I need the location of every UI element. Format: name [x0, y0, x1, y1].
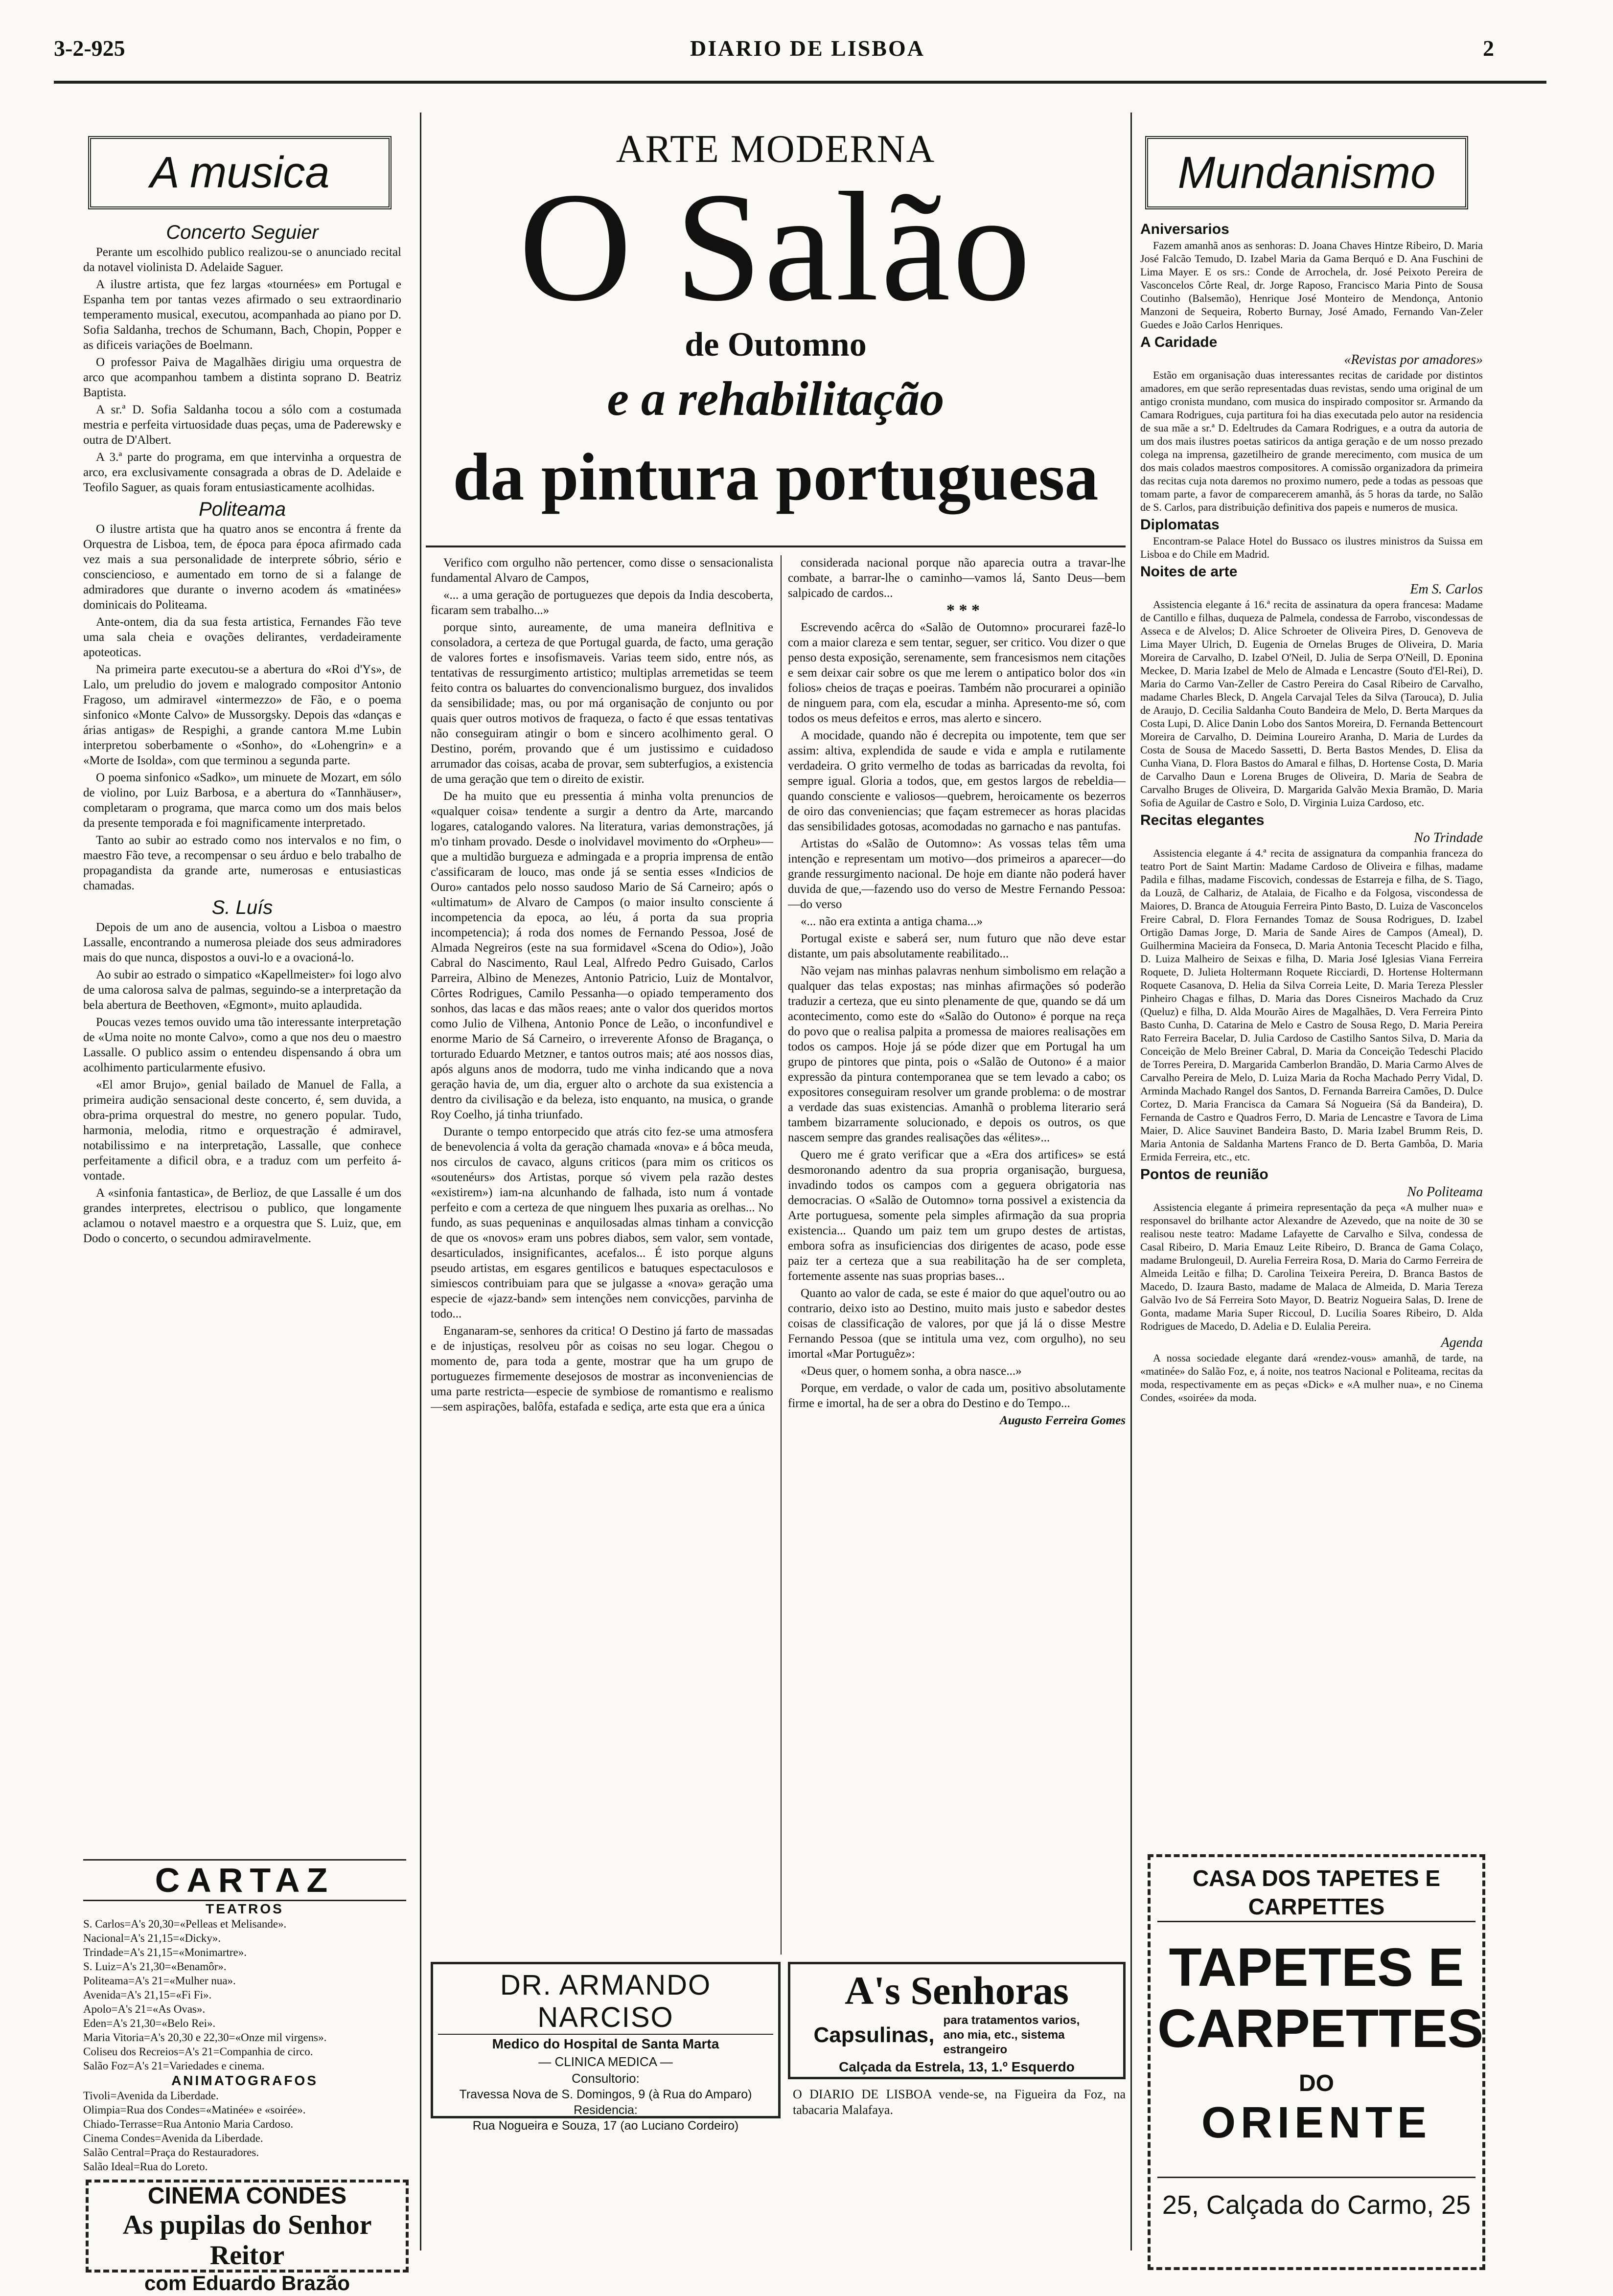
sluis-heading: S. Luís [211, 897, 273, 918]
mundanismo-subtitle: Em S. Carlos [1410, 582, 1483, 597]
paragraph: Augusto Ferreira Gomes [1000, 1414, 1126, 1427]
ad-cinema-line3: com Eduardo Brazão [144, 2272, 350, 2295]
paragraph: O professor Paiva de Magalhães dirigiu uma orquestra de arco que acompanhou tambem a distinta soprano D. Beatriz Baptista. [83, 356, 401, 399]
ad-cinema-condes [86, 2180, 409, 2295]
listing-line: Maria Vitoria=A's 20,30 e 22,30=«Onze mil virgens». [83, 2031, 327, 2044]
mundanismo-text: Estão em organisação duas interessantes recitas de caridade por distintos amadores, em que serão representadas duas revistas, sendo uma original de um antigo cronista mundano, com musica do inspirado compositor sr. Armando da Camara Rodrigues, cuja partitura foi ha dias executada pelo autor na residencia de sua mãe a sr.ª D. Edeltrudes da Camara Rodrigues, e a outra da autoria de um dos mais ilustres poetas satiricos da antiga geração e de um nosso prezado colega na imprensa, gazetilheiro de grande merecimento, com musica de um dos mais colados maestros compositores. A comissão organizadora da primeira das recitas cuja nota daremos no proximo numero, pede a todas as pessoas que tomam parte, a favor de comparecerem amanhã, ás 5 horas da tarde, no Salão de S. Carlos, para distribuição definitiva dos papeis e numeros de musica. [1140, 369, 1483, 513]
paragraph: A sr.ª D. Sofia Saldanha tocou a sólo com a costumada mestria e perfeita virtuosidade duas peças, uma de Paderewsky e outra de D'Albert. [83, 403, 401, 447]
paragraph: Depois de um ano de ausencia, voltou a Lisboa o maestro Lassalle, encontrando a numerosa pleiade dos seus admiradores mais do que nunca, dispostos a ouvi-lo e a ovacioná-lo. [83, 921, 401, 964]
article-column-2 [788, 555, 1126, 1955]
ad-rug-line3: DO [1299, 2070, 1334, 2096]
paragraph: * * * [946, 601, 980, 619]
ad-rug-line5: 25, Calçada do Carmo, 25 [1157, 2177, 1475, 2222]
paragraph: Não vejam nas minhas palavras nenhum simbolismo em relação a qualquer das telas expostas; nas minhas afirmações só poderão traduzir a certeza, que eu sinto plenamente de que, quando se dá um acontecimento, como este do «Salão do Outono» é porque na reça do povo que o realisa palpita a promessa de maiores realisações em todos os campos. Hoje já se póde dizer que em Portugal ha um grupo de pintores que pinta, pois o «Salão de Outono» é a maior expressão da pintura contemporanea que se tem levado a cabo; os expositores conseguiram resolver um grande problema: o de mostrar a verdade das suas existencias. Amanhã o problema literario será tambem bizarramente solucionado, e depois os outros, os que nascem sempre das grandes realisações das «élites»... [788, 964, 1126, 1144]
sluis-body [83, 920, 401, 1246]
paragraph: A 3.ª parte do programa, em que intervinha a orquestra de arco, era exclusivamente consagrada a obras de D. Adelaide e Teofilo Saguer, as quais foram entusiasticamente acolhidas. [83, 451, 401, 494]
ad-doctor-line2: — CLINICA MEDICA — [538, 2054, 673, 2069]
section-title-mundanismo: Mundanismo [1145, 136, 1468, 209]
politeama-body [83, 522, 401, 893]
page-number: 2 [1483, 36, 1494, 61]
mundanismo-text: Assistencia elegante á primeira representação da peça «A mulher nua» e responsavel do brilhante actor Alexandre de Azevedo, que na noite de 30 se realisou neste teatro: Madame Lafayette de Carvalho e Silva, condessa de Casal Ribeiro, D. Maria Emauz Leite Ribeiro, D. Branca de Gama Colaço, madame Brulongeuil, D. Aurelia Ferreira Rosa, D. Maria do Carmo Ferreira de Almeida Leitão e filha; D. Carolina Teixeira Pereira, D. Branca Bastos de Macedo, D. Izaura Basto, madame de Malaca de Almeida, D. Maria Tereza Galvão Ivo de Sá Ferreira Soto Mayor, D. Beatriz Nogueira Salas, D. Irene de Gonta, madame Maria Super Riccoul, D. Lucilia Soares Ribeiro, D. Alda Rodrigues de Macedo, D. Adelia e D. Eulalia Pereira. [1140, 1201, 1483, 1332]
listing-line: Avenida=A's 21,15=«Fi Fi». [83, 1989, 212, 2001]
listing-line: Coliseu dos Recreios=A's 21=Companhia de circo. [83, 2046, 313, 2058]
mundanismo-text: A nossa sociedade elegante dará «rendez-vous» amanhã, de tarde, na «matinée» do Salão Foz, e, á noite, nos teatros Nacional e Politeama, recitas da moda, respectivamente em as peças «Dick» e «A mulher nua», e no Cinema Condes, «soirée» da moda. [1140, 1352, 1483, 1404]
mundanismo-subtitle: «Revistas por amadores» [1344, 352, 1483, 367]
paragraph: A «sinfonia fantastica», de Berlioz, de que Lassalle é um dos grandes interpretes, electrisou o publico, que longamente aclamou o notavel maestro e a orquestra que S. Luiz, que, em Dodo o concerto, o secundou admiravelmente. [83, 1186, 401, 1245]
mundanismo-column [1140, 220, 1483, 1835]
listing-line: Cinema Condes=Avenida da Liberdade. [83, 2132, 263, 2144]
ad-rug-line2: TAPETES E CARPETTES [1157, 1937, 1484, 2059]
listing-line: Apolo=A's 21=«As Ovas». [83, 2003, 206, 2015]
cartaz-section [83, 1859, 406, 2172]
ad-doctor [431, 1962, 781, 2133]
headline: O Salão [518, 160, 1033, 334]
ad-doctor-name: DR. ARMANDO NARCISO [438, 1969, 773, 2035]
paragraph: O ilustre artista que ha quatro anos se encontra á frente da Orquestra de Lisboa, tem, de época para época afirmado cada vez mais a sua personalidade de interprete sóbrio, sério e consciencioso, e aumentado em torno de si a falange de admiradores que durante o inverno acodem ás «matinées» dominicais do Politeama. [83, 523, 401, 612]
subhead: de Outomno [685, 326, 867, 364]
deck: e a rehabilitação [607, 371, 945, 426]
paragraph: considerada nacional porque não aparecia outra a travar-lhe combate, a barrar-lhe o caminho—vamos lá, Santo Deus—bem salpicado de cardos... [788, 556, 1126, 600]
header-rule [54, 81, 1546, 84]
mundanismo-heading: Aniversarios [1140, 221, 1229, 237]
teatros-list [83, 1917, 406, 2073]
animatografos-list [83, 2089, 406, 2172]
paragraph: Verifico com orgulho não pertencer, como disse o sensacionalista fundamental Alvaro de Campos, [431, 556, 773, 585]
paragraph: Ante-ontem, dia da sua festa artistica, Fernandes Fão teve uma sala cheia e ovações delirantes, verdadeiramente apoteoticas. [83, 615, 401, 659]
paragraph: porque sinto, aureamente, de uma maneira deflnitiva e consoladora, a certeza de que Portugal guarda, de facto, uma geração de valores fortes e insofismaveis. Varias teem sido, entre nós, as tentativas de ressurgimento artistico; multiplas arremetidas se teem feito contra os baluartes do convencionalismo burguez, dos invalidos da sensibilidade; mas, ou por má organisação de conjunto ou por quais quer outros motivos de fraqueza, o facto é que essas tentativas não conseguiram atingir o bom e sincero acolhimento geral. O Destino, porém, provando que é um justissimo e cuidadoso arrumador das coisas, acaba de provar, sem subterfugios, a existencia de uma geração que tem o direito de existir. [431, 621, 773, 786]
ad-rugs [1148, 1854, 1485, 2270]
headline2: da pintura portuguesa [453, 439, 1099, 514]
paragraph: Porque, em verdade, o valor de cada um, positivo absolutamente firme e imortal, ha de ser a obra do Destino e do Tempo... [788, 1382, 1126, 1410]
ad-cinema-line2: As pupilas do Senhor Reitor [122, 2210, 372, 2271]
page-date: 3-2-925 [54, 36, 125, 61]
headline-rule [426, 546, 1126, 547]
paragraph: Escrevendo acêrca do «Salão de Outomno» procurarei fazê-lo com a maior clareza e sem tentar, seguer, ser critico. Vou dizer o que penso desta exposição, serenamente, sem francesismos nem citações e sem deixar cair sobre os que me lerem o antipatico bolor dos «in folios» cheios de traças e poeiras. Também não procurarei a opinião de ninguem para, com ela, escudar a minha. Apresento-me só, com todos os meus defeitos e erros, mas alerto e sincero. [788, 621, 1126, 725]
footer-note: O DIARIO DE LISBOA vende-se, na Figueira da Foz, na tabacaria Malafaya. [793, 2087, 1126, 2117]
listing-line: Politeama=A's 21=«Mulher nua». [83, 1975, 236, 1987]
listing-line: Olimpia=Rua dos Condes=«Matinée» e «soirée». [83, 2104, 306, 2116]
listing-line: Trindade=A's 21,15=«Monimartre». [83, 1946, 247, 1958]
ad-doctor-line3: Consultorio: [572, 2071, 640, 2086]
paragraph: Artistas do «Salão de Outomno»: As vossas telas têm uma intenção e representam um motivo—dos primeiros a aparecer—do grande ressurgimento nacional. De hoje em diante não poderá haver duvida de que,—fazendo uso do verso de Mestre Fernando Pessoa:—do verso [788, 837, 1126, 911]
ad-doctor-line1: Medico do Hospital de Santa Marta [492, 2036, 719, 2051]
article-column-1 [431, 555, 773, 1955]
listing-line: Salão Foz=A's 21=Variedades e cinema. [83, 2060, 265, 2072]
paragraph: Portugal existe e saberá ser, num futuro que não deve estar distante, um pais absolutamente reabilitado... [788, 932, 1126, 960]
paragraph: O poema sinfonico «Sadko», um minuete de Mozart, em sólo de violino, por Luiz Barbosa, e a abertura do «Tannhäuser», completaram o programa, que marca como um dos mais belos da presente temporada e foi magnificamente interpretado. [83, 771, 401, 830]
paragraph: De ha muito que eu pressentia á minha volta prenuncios de «qualquer coisa» tendente a surgir a dentro da Arte, marcando logares, catalogando valores. Na literatura, varias demonstrações, já m'o tinham provado. Desde o inolvidavel movimento do «Orpheu»—que a multidão burgueza e admingada e a propria imprensa de então c'assificaram de louco, mas onde já se sentia esses «Indicios de Ouro» cantados pelo nosso saudoso Mario de Sá Carneiro; após o «ultimatum» de Alvaro de Campos (o maior insulto consciente á incompetencia da epoca, ao léu, á porta da sua propria incompetencia); á roda dos nomes de Fernando Pessoa, José de Almada Negreiros (este na sua formidavel «Scena do Odio»), João Cabral do Nascimento, Raul Leal, Alfredo Pedro Guisado, Carlos Parreira, Albino de Menezes, Antonio Patricio, Luiz de Montalvor, Côrtes Rodrigues, Camilo Pessanha—o opiado temperamento dos sonhos, das lacas e das mãos reaes; ante o valor dos queridos mortos como Julio de Vilhena, Antonio Ponce de Leão, o inconfundivel e enorme Mario de Sá Carneiro, o irreverente Afonso de Bragança, o torturado Eduardo Metzner, e tantos outros mais; até aos nossos dias, após alguns anos de modorra, tudo me vinha indicando que a nova geração havia de, um dia, erguer alto o archote da sua existencia a dentro da civilisação e da beleza, isto enquanto, na musica, o grande Roy Coelho, já tinha triunfado. [431, 790, 773, 1121]
paragraph: Quero me é grato verificar que a «Era dos artifices» se está desmoronando adentro da sua propria organisação, burguesa, invadindo todos os campos com a geguera obrigatoria nas democracias. O «Salão de Outomno» torna possivel a existencia da Arte portuguesa, somente pela simples afirmação da sua propria existencia... Quando um paiz tem um grupo destes de artistas, embora sofra as insuficiencias dos dirigentes de acaso, pode esse paiz ter a certeza que a sua reabilitação ha de ser completa, fortemente assente nas suas proprias bases... [788, 1148, 1126, 1283]
ad-senhoras-text: para tratamentos varios, ano mia, etc., sistema estrangeiro [943, 2014, 1080, 2056]
listing-line: Salão Central=Praça do Restauradores. [83, 2146, 259, 2159]
listing-line: S. Carlos=A's 20,30=«Pelleas et Melisande». [83, 1918, 287, 1930]
paragraph: A ilustre artista, que fez largas «tournées» em Portugal e Espanha tem por tantas vezes afirmado o seu extraordinario temperamento musical, executou, acompanhada ao piano por D. Sofia Saldanha, trechos de Schumann, Bach, Chopin, Popper e as dificeis variações de Boelmann. [83, 278, 401, 352]
mundanismo-text: Fazem amanhã anos as senhoras: D. Joana Chaves Hintze Ribeiro, D. Maria José Falcão Temudo, D. Izabel Maria da Gama Berquó e D. Ana Fuschini de Lima Mayer. E os srs.: Conde de Arrochela, dr. José Peixoto Pereira de Vasconcelos Côrte Real, dr. Jorge Raposo, Francisco Maria Pinto de Sousa Coutinho (Balsemão), Henrique José Monteiro de Mendonça, Antonio Manzoni de Sequeira, Roberto Burnay, José Amado, Fernando Van-Zeler Guedes e João Carlos Henriques. [1140, 239, 1483, 331]
column-rule-left [420, 113, 421, 2251]
mundanismo-text: Encontram-se Palace Hotel do Bussaco os ilustres ministros da Suissa em Lisboa e do Chile em Madrid. [1140, 535, 1483, 560]
ad-senhoras-address: Calçada da Estrela, 13, 1.º Esquerdo [839, 2059, 1075, 2074]
listing-line: Salão Ideal=Rua do Loreto. [83, 2160, 208, 2172]
masthead: DIARIO DE LISBOA [690, 36, 925, 61]
ad-rug-line4: ORIENTE [1201, 2098, 1432, 2147]
mundanismo-subtitle: No Trindade [1414, 830, 1483, 845]
paragraph: Perante um escolhido publico realizou-se o anunciado recital da notavel violinista D. Adelaide Saguer. [83, 246, 401, 274]
concert-heading: Concerto Seguier [166, 222, 319, 243]
listing-line: Eden=A's 21,30=«Belo Rei». [83, 2017, 216, 2029]
listing-line: S. Luiz=A's 21,30=«Benamôr». [83, 1960, 227, 1973]
mundanismo-subtitle: No Politeama [1407, 1184, 1483, 1200]
kicker: ARTE MODERNA [616, 128, 936, 171]
ad-doctor-line6: Rua Nogueira e Souza, 17 (ao Luciano Cordeiro) [472, 2119, 739, 2133]
cartaz-title: CARTAZ [83, 1859, 406, 1901]
paragraph: Poucas vezes temos ouvido uma tão interessante interpretação de «Uma noite no monte Calvo», como a que nos deu o maestro Lassalle. O publico assim o entendeu dispensando á obra um acolhimento particularmente efusivo. [83, 1016, 401, 1074]
paragraph: Quanto ao valor de cada, se este é maior do que aquel'outro ou ao contrario, deixo isto ao Destino, muito mais justo e sabedor destes coisas de classificação de valores, por que já lá o disse Mestre Fernando Pessoa (que se intitula uma vez, com orgulho), no seu imortal «Mar Portuguêz»: [788, 1287, 1126, 1361]
listing-line: Tivoli=Avenida da Liberdade. [83, 2090, 219, 2102]
listing-line: Nacional=A's 21,15=«Dicky». [83, 1932, 221, 1944]
mundanismo-text: Assistencia elegante á 4.ª recita de assignatura da companhia franceza do teatro Port de Saint Martin: Madame Cardoso de Oliveira e filhas, madame Padila e filhas, madame Fiscovich, condessas de Estarreja e filha, de S. Tiago, da Louzã, de Calhariz, de Atalaia, de Ficalho e da Folgosa, viscondessa de Maiores, D. Branca de Atouguia Ferreira Pinto Basto, D. Luiza de Vasconcelos Freire Cabral, D. Flora Fernandes Tomaz de Sousa Rodrigues, D. Izabel Ortigão Damas Jorge, D. Maria de Sande Aires de Campos (Ameal), D. Guilhermina Macieira da Fonseca, D. Maria Antonia Tecescht Placido e filha, D. Luiza Malheiro de Seixas e filha, D. Maria José Iglesias Viana Ferreira Roquete, D. Julieta Holtermann Roquete Ricciardi, D. Hortense Holtermann Roquete Casanova, D. Helia da Silva Correia Leite, D. Maria Tereza Plessler Pinheiro Chagas e filhas, D. Maria das Dores Cisneiros Machado da Cruz (Queluz) e filha, D. Alda Mourão Aires de Magalhães, D. Vera Ferreira Pinto Basto Cunha, D. Catarina de Melo e Castro de Sousa Rego, D. Maria Pereira Rato Ferreira Bacelar, D. Julia Cardoso de Castilho Santos Silva, D. Maria da Conceição de Melo Breiner Cabral, D. Maria da Conceição Tedeschi Placido de Torres Pereira, D. Margarida Camberlon Brandão, D. Maria Carmo Alves de Carvalho Pereira de Melo, D. Luiza Maria da Rocha Machado Perry Vidal, D. Arminda Machado Rangel dos Santos, D. Fernanda Barreira Camões, D. Dulce Cortez, D. Maria Francisca da Camara Sá Nogueira (Sá da Bandeira), D. Fernanda de Castro e Quadros Ferro, D. Maria de Lencastre e Tavora de Lima Maier, D. Alice Sauvinet Bandeira Basto, D. Maria Izabel Brumm Reis, D. Maria Antonia de Saldanha Martens Franco de D. Berta Gambôa, D. Maria Ermida Ferreira, etc., etc. [1140, 847, 1483, 1163]
paragraph: «... a uma geração de portuguezes que depois da India descoberta, ficaram sem trabalho...» [431, 589, 773, 617]
mundanismo-heading: Recitas elegantes [1140, 812, 1265, 828]
mundanismo-heading: Pontos de reunião [1140, 1166, 1268, 1182]
ad-doctor-line5: Residencia: [574, 2103, 638, 2117]
ad-senhoras-title: A's Senhoras [845, 1968, 1069, 2013]
mundanismo-heading: A Caridade [1140, 334, 1218, 350]
paragraph: «Deus quer, o homem sonha, a obra nasce...» [801, 1364, 1022, 1378]
ad-senhoras [788, 1962, 1126, 2079]
paragraph: «... não era extinta a antiga chama...» [801, 915, 983, 928]
ad-senhoras-word: Capsulinas, [813, 2023, 935, 2047]
animatografos-label: ANIMATOGRAFOS [171, 2073, 318, 2088]
paragraph: «El amor Brujo», genial bailado de Manuel de Falla, a primeira audição sensacional deste concerto, é, sem duvida, a obra-prima orquestral do mestre, no genero popular. Tudo, harmonia, melodia, ritmo e orquestração é admiravel, notabilissimo e na interpretação, Lassalle, que conhece perfeitamente a dificil obra, e a traduz com um perfeito á-vontade. [83, 1078, 401, 1182]
paragraph: Ao subir ao estrado o simpatico «Kapellmeister» foi logo alvo de uma calorosa salva de palmas, seguindo-se a interpretação da bela abertura de Beethoven, «Egmont», muito aplaudida. [83, 968, 401, 1012]
politeama-heading: Politeama [199, 499, 286, 520]
mundanismo-heading: Noites de arte [1140, 564, 1238, 580]
mundanismo-heading: Diplomatas [1140, 517, 1220, 533]
concert-body [83, 245, 401, 495]
mundanismo-subtitle: Agenda [1441, 1335, 1483, 1350]
column-rule-center [781, 555, 782, 1955]
column-rule-right [1130, 113, 1132, 2251]
section-title-musica: A musica [88, 136, 392, 209]
ad-cinema-line1: CINEMA CONDES [147, 2183, 347, 2209]
paragraph: Enganaram-se, senhores da critica! O Destino já farto de massadas e de injustiças, resolveu pôr as coisas no seu logar. Chegou o momento de, para toda a gente, mostrar que ha um grupo de portuguezes firmemente desejosos de mostrar as inconveniencias de uma parte restricta—especie de symbiose de romantismo e realismo—sem aspirações, balôfa, estafada e sediça, arte esta que era a única [431, 1324, 773, 1413]
paragraph: Tanto ao subir ao estrado como nos intervalos e no fim, o maestro Fão teve, a recompensar o seu árduo e belo trabalho de propagandista da grande arte, numerosas e entusiasticas chamadas. [83, 834, 401, 892]
teatros-label: TEATROS [206, 1901, 284, 1916]
mundanismo-text: Assistencia elegante á 16.ª recita de assinatura da opera francesa: Madame de Cantillo e filhas, duqueza de Palmela, condessa de Farrobo, viscondessas de Asseca e de Alvelos; D. Alice Schroeter de Oliveira Pires, D. Genoveva de Lima Mayer Ulrich, D. Eugenia de Ornelas Bruges de Oliveira, D. Maria Moreira de Carvalho, D. Izabel O'Neil, D. Julia de Serpa O'Neill, D. Eponina Meckee, D. Maria Izabel de Melo de Almada e Lencastre (Souto d'El-Rei), D. Maria do Carmo Van-Zeller de Castro Pereira do Casal Ribeiro de Carvalho, madame Charles Bleck, D. Angela Carvajal Teles da Silva (Tarouca), D. Julia de Araujo, D. Cecilia Saldanha Couto Bandeira de Melo, D. Berta Marques da Costa Lupi, D. Alice Danin Lobo dos Santos Moreira, D. Fernanda Bettencourt Moreira de Carvalho, D. Deimina Loureiro Aranha, D. Maria de Lurdes da Costa de Sousa de Macedo Sassetti, D. Berta Bastos Mendes, D. Elisa da Cunha Viana, D. Flora Bastos do Amaral e filhas, D. Hortense Costa, D. Maria de Carvalho Daun e Lorena Bruges de Oliveira, D. Maria de Seabra de Carvalho Bruges de Oliveira, D. Margarida Galvão Mexia Bramão, D. Maria Sofia de Aguilar de Castro e Solo, D. Virginia Luiza Cardoso, etc. [1140, 598, 1483, 809]
ad-rug-line1: CASA DOS TAPETES E CARPETTES [1157, 1864, 1475, 1922]
ad-doctor-line4: Travessa Nova de S. Domingos, 9 (à Rua do Amparo) [459, 2088, 752, 2101]
paragraph: Durante o tempo entorpecido que atrás cito fez-se uma atmosfera de benevolencia á volta da geração chamada «nova» e á bôca meuda, nos circulos de cavaco, alguns criticos (para mim os criticos os «soutenéurs» dos Artistas, porque só vivem pela razão destes «existirem») iam-na alcunhando de falhada, isto num á vontade perfeito e com a certeza de que ninguem lhes puxaria as orelhas... No fundo, as suas pequeninas e anquilosadas almas tinham a convicção de que os «novos» eram uns pobres diabos, sem valor, sem vontade, desarticulados, insignificantes, acefalos... É isto porque alguns pseudo artistas, em esgares gentilicos e batuques espectaculosos e simiescos contribuiam para que se julgasse a «nova» geração uma especie de «jazz-band» sem intenções nem convicções, parvinha de todo... [431, 1125, 773, 1320]
listing-line: Chiado-Terrasse=Rua Antonio Maria Cardoso. [83, 2118, 294, 2130]
paragraph: A mocidade, quando não é decrepita ou impotente, tem que ser assim: altiva, explendida de saude e vida e ampla e rutilamente verdadeira. O grito vermelho de todas as barricadas da revolta, foi sempre igual. Gloria a todos, que, em gestos largos de rebeldia—quando consciente e valiosos—quebrem, heroicamente os bezerros de oiro das conveniencias; que façam estremecer as horas placidas das sensibilidades gotosas, acomodadas no garnacho e nas pantufas. [788, 729, 1126, 833]
music-column [83, 220, 401, 1854]
paragraph: Na primeira parte executou-se a abertura do «Roi d'Ys», de Lalo, um preludio do jovem e malogrado compositor Antonio Fragoso, um admiravel «intermezzo» de Fão, e o poema sinfonico «Monte Calvo» de Mussorgsky. Depois das «danças e árias antigas» de Respighi, a grande cantora M.me Lubin interpretou soberbamente o «Sonho», do «Lohengrin» e a «Morte de Isolda», com que terminou a segunda parte. [83, 663, 401, 767]
